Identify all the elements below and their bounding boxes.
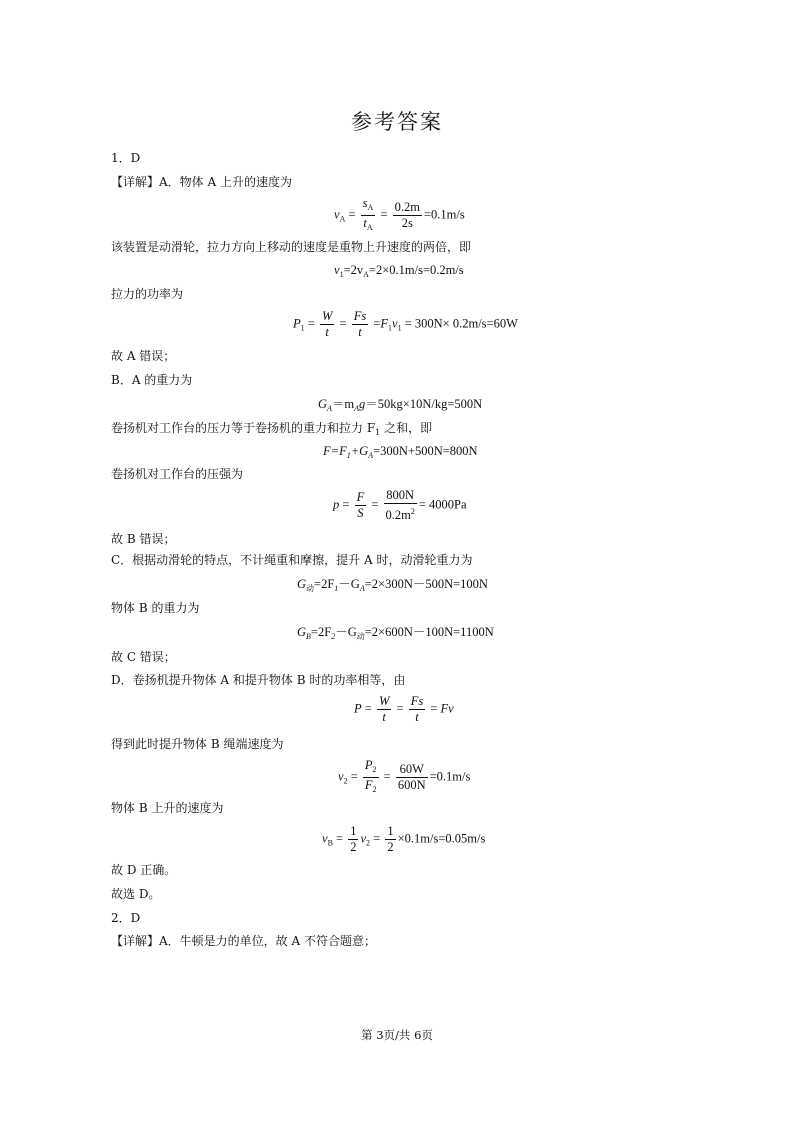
- page-title: 参考答案: [351, 110, 443, 134]
- conclusion-c: 故 C 错误；: [111, 650, 176, 664]
- q2-detail-a: 【详解】A．牛顿是力的单位，故 A 不符合题意；: [111, 934, 376, 948]
- pressure-force-text: 卷扬机对工作台的压力等于卷扬机的重力和拉力 $F_1$ 之和，即: [111, 421, 433, 437]
- equation-power: P = $\frac{W}{t}$ = $\frac{Fs}{t}$ = Fv: [354, 694, 454, 724]
- conclusion-b: 故 B 错误；: [111, 532, 176, 546]
- pressure-text: 卷扬机对工作台的压强为: [111, 467, 244, 481]
- b-intro: B．A 的重力为: [111, 373, 193, 387]
- pulley-text: 该装置是动滑轮，拉力方向上移动的速度是重物上升速度的两倍，即: [111, 240, 472, 254]
- equation-gb: $G_B=2F_2-G_动=2\times 600N-100N=1100N$: [297, 625, 494, 641]
- equation-ga: $G_A=m_Ag=50kg\times 10N/kg=500N$: [318, 397, 483, 413]
- equation-v2: $v_2$ = $\frac{P_2}{F_2}$ = $\frac{60W}{600N}$ =0.1m/s: [338, 758, 471, 794]
- conclusion-d: 故 D 正确。: [111, 863, 177, 877]
- d-intro: D．卷扬机提升物体 A 和提升物体 B 时的功率相等，由: [111, 673, 406, 687]
- equation-va: $v_A$ = $\frac{s_A}{t_A}$ = $\frac{0.2m}{2s}$ =0.1m/s: [334, 196, 465, 235]
- equation-p1: $P_1$ = $\frac{W}{t}$ = $\frac{Fs}{t}$ $=F_1v_1 = 300N\times 0.2m/s=60W$: [293, 309, 518, 339]
- conclusion-a: 故 A 错误；: [111, 349, 176, 363]
- c-intro: C．根据动滑轮的特点，不计绳重和摩擦，提升 A 时，动滑轮重力为: [111, 553, 473, 567]
- equation-p: p = $\frac{F}{S}$ = $\frac{800N}{0.2m^2}$ = 4000Pa: [333, 488, 467, 522]
- fraction: $\frac{s_A}{t_A}$: [362, 196, 374, 232]
- gb-text: 物体 B 的重力为: [111, 601, 200, 615]
- page-footer: 第 3页/共 6页: [361, 1028, 433, 1042]
- vb-text: 物体 B 上升的速度为: [111, 801, 224, 815]
- equation-v1: $v_1=2v_A=2\times 0.1m/s=0.2m/s$: [334, 263, 464, 279]
- question-number: 2．D: [111, 911, 141, 925]
- equation-g-pulley: $G_动=2F_1-G_A=2\times 300N-500N=100N$: [297, 577, 488, 593]
- power-text: 拉力的功率为: [111, 287, 184, 301]
- fraction: $\frac{0.2m}{2s}$: [394, 200, 420, 230]
- equation-f: $F=F_1+G_A=300N+500N=800N$: [323, 444, 478, 460]
- final-answer: 故选 D。: [111, 887, 161, 901]
- v2-text: 得到此时提升物体 B 绳端速度为: [111, 737, 284, 751]
- detail-a-intro: 【详解】A．物体 A 上升的速度为: [111, 175, 292, 189]
- equation-vb: $v_B$ = $\frac{1}{2}$ $v_2$ = $\frac{1}{2}$ ×0.1m/s=0.05m/s: [322, 824, 486, 854]
- question-number: 1．D: [111, 151, 141, 165]
